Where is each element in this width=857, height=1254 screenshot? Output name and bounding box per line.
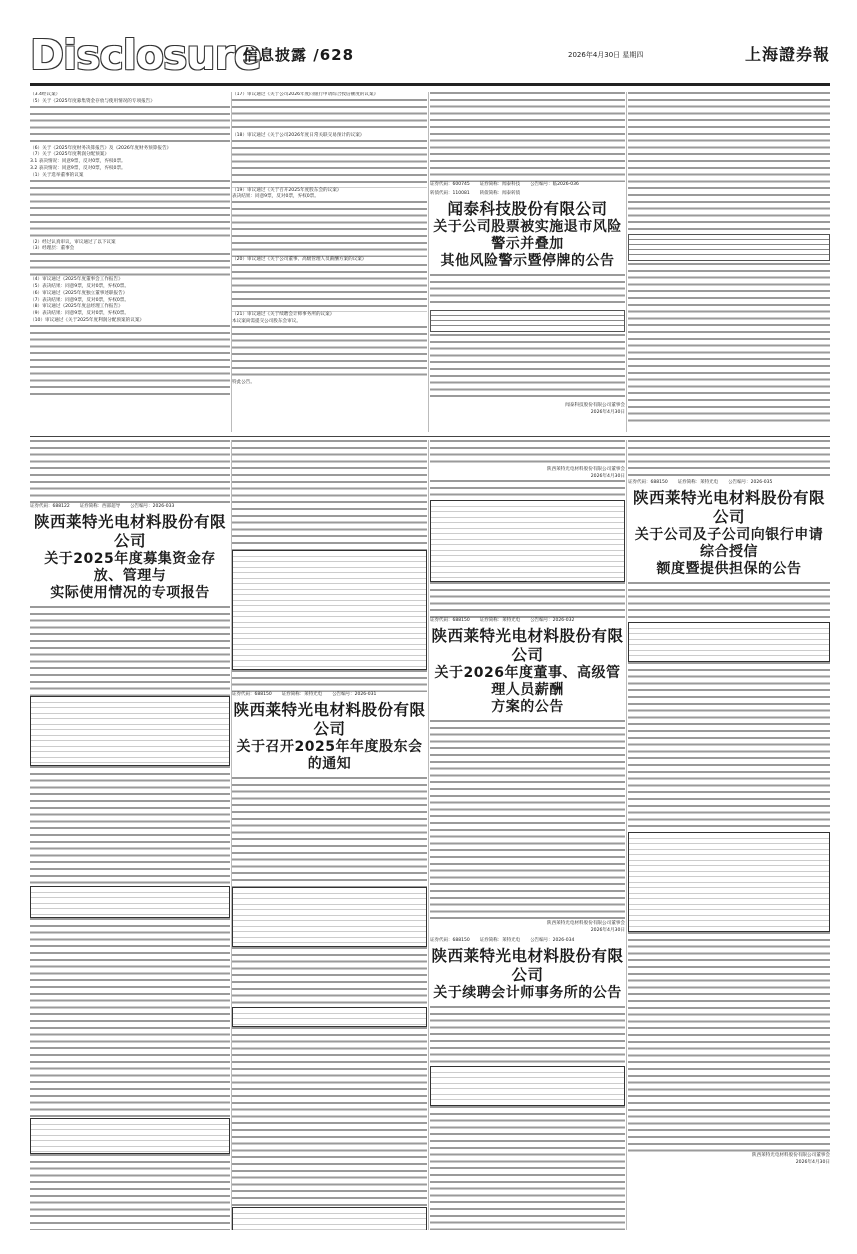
stock-code: 证券代码：688122 (30, 504, 70, 509)
notice-title: 陕西莱特光电材料股份有限公司 (233, 701, 426, 738)
issue-date: 2026年4月30日 星期四 (568, 51, 644, 59)
stock-code: 证券代码：688150 (430, 618, 470, 623)
stock-abbr: 证券简称：莱特光电 (677, 480, 719, 485)
body-text (30, 440, 230, 504)
masthead (30, 28, 830, 83)
notice-title: 陕西莱特光电材料股份有限公司 (431, 947, 624, 984)
body-text (232, 1027, 427, 1207)
column-divider (428, 92, 429, 432)
top-right-column (628, 92, 830, 432)
body-text (430, 720, 625, 920)
text-line: （8）审议通过《2025年度总经理工作报告》 (30, 304, 123, 310)
notice-number: 公告编号：2026-035 (728, 480, 773, 485)
data-table (628, 234, 830, 261)
subsidiary-table (628, 832, 830, 932)
notice-title: 陕西莱特光电材料股份有限公司 (632, 489, 825, 526)
signoff-date: 2026年4月30日 (590, 410, 625, 415)
body-text (30, 606, 230, 696)
fund-table (30, 696, 230, 766)
body-text (232, 440, 427, 550)
text-line: 3.1 表决情况：同意9票，反对0票，弃权0票。 (30, 159, 126, 165)
body-text (628, 582, 830, 622)
notice-title: 陕西莱特光电材料股份有限公司 (431, 627, 624, 664)
column-divider (626, 92, 627, 432)
notice-title: 闻泰科技股份有限公司 (447, 200, 608, 218)
stock-info (430, 938, 625, 944)
section-title: 信息披露 /628 (243, 46, 355, 64)
text-line: （3.4经议案） (30, 92, 61, 97)
fund-table (30, 886, 230, 918)
column-divider (428, 440, 429, 1230)
stock-info (628, 480, 830, 486)
body-text (430, 582, 625, 618)
text-line: （6）关于《2025年度财务决算报告》及《2026年度财务预算报告》 (30, 145, 172, 151)
text-line: （5）表决结果：同意9票，反对0票，弃权0票。 (30, 283, 129, 289)
fund-table (232, 550, 427, 670)
body-text (30, 766, 230, 886)
signoff: 陕西莱特光电材料股份有限公司董事会 (546, 467, 625, 472)
notice-title: 其他风险警示暨停牌的公告 (440, 253, 615, 269)
masthead-rule (30, 83, 830, 86)
notice-number: 公告编号：临2026-036 (530, 182, 579, 187)
notice-number: 公告编号：2026-033 (130, 504, 175, 509)
vote-table (430, 500, 625, 582)
body-text (30, 253, 230, 277)
notice-title: 关于召开2025年年度股东会的通知 (236, 739, 423, 772)
signoff: 陕西莱特光电材料股份有限公司董事会 (751, 1153, 830, 1158)
notice-number: 公告编号：2026-034 (530, 938, 575, 943)
credit-notice (628, 440, 830, 1230)
stock-abbr: 证券简称：莱特光电 (479, 618, 521, 623)
body-text (430, 92, 625, 182)
text-line: （19）审议通过《关于召开2025年度股东会的议案》 (232, 187, 342, 193)
body-text (628, 92, 830, 232)
text-line: （2）经过认真审议，审议通过了以下议案 (30, 239, 116, 245)
stock-abbr: 证券简称：莱特光电 (479, 938, 521, 943)
text-line: （6）审议通过《2025年度独立董事述职报告》 (30, 290, 128, 296)
text-line: 3.2 表决情况：同意9票，反对0票，弃权0票。 (30, 165, 126, 171)
bond-info (430, 191, 625, 197)
body-text (30, 325, 230, 395)
body-text (30, 180, 230, 240)
fund-table (30, 1118, 230, 1154)
text-line: （4）审议通过《2025年度董事会工作报告》 (30, 277, 123, 283)
signoff-date: 2026年4月30日 (590, 928, 625, 933)
paper-name: 上海證券報 (745, 45, 831, 64)
text-line: （18）审议通过《关于公司2026年度日常关联交易预计的议案》 (232, 132, 365, 138)
stock-code: 证券代码：600745 (430, 182, 470, 187)
top-mid-column (232, 92, 427, 432)
stock-code: 证券代码：688150 (430, 938, 470, 943)
text-line: 表决结果：同意9票，反对0票，弃权0票。 (232, 194, 319, 200)
stock-abbr: 证券简称：闻泰科技 (479, 182, 521, 187)
body-text (232, 140, 427, 188)
text-line: （7）表决结果：同意9票，反对0票，弃权0票。 (30, 297, 129, 303)
stock-code: 证券代码：688150 (628, 480, 668, 485)
body-text (30, 1154, 230, 1230)
body-text (30, 106, 230, 146)
text-line: （3）经理层：董事会 (30, 246, 75, 252)
notice-number: 公告编号：2026-031 (332, 692, 377, 697)
signoff: 闻泰科技股份有限公司董事会 (565, 403, 625, 408)
notice-title: 关于公司及子公司向银行申请综合授信 (634, 527, 824, 560)
auditor-table (430, 1066, 625, 1106)
text-line: （7）关于《2025年度利润分配预案》 (30, 152, 109, 158)
body-text (232, 326, 427, 380)
text-line: （21）审议通过《关于续聘会计师事务所的议案》 (232, 311, 335, 317)
notice-title: 关于续聘会计师事务所的公告 (433, 985, 622, 1001)
signoff: 陕西莱特光电材料股份有限公司董事会 (546, 921, 625, 926)
share-table (232, 1007, 427, 1027)
body-text (430, 274, 625, 308)
stock-code: 证券代码：688150 (232, 692, 272, 697)
column-divider (231, 440, 232, 1230)
body-text (430, 1106, 625, 1230)
text-line: （9）表决结果：同意9票，反对0票，弃权0票。 (30, 311, 129, 317)
body-text (430, 480, 625, 500)
body-text (628, 440, 830, 480)
body-text (232, 947, 427, 1007)
body-text (430, 440, 625, 466)
stock-info (430, 618, 625, 624)
column-divider (626, 440, 627, 1230)
notice-title: 实际使用情况的专项报告 (50, 585, 210, 601)
body-text (232, 670, 427, 692)
text-line: （20）审议通过《关于公司董事、高级管理人员薪酬方案的议案》 (232, 257, 367, 263)
body-text (232, 201, 427, 257)
body-text (628, 662, 830, 832)
fund-usage-notice (30, 440, 230, 1230)
bond-code: 转债代码：110081 (430, 191, 470, 196)
section-rule (30, 436, 830, 437)
body-text (430, 1006, 625, 1066)
signoff-date: 2026年4月30日 (795, 1160, 830, 1165)
notice-title: 额度暨提供担保的公告 (656, 561, 802, 577)
notice-title: 方案的公告 (491, 699, 564, 715)
stock-info (30, 504, 230, 510)
body-text (30, 918, 230, 1118)
text-line: （1）关于选举董事的议案 (30, 172, 84, 178)
notice-number: 公告编号：2026-032 (530, 618, 575, 623)
meeting-notice (232, 440, 427, 1230)
agenda-table (232, 887, 427, 947)
notice-title: 陕西莱特光电材料股份有限公司 (33, 513, 226, 550)
brand-logo: Disclosure (30, 31, 261, 79)
credit-table (628, 622, 830, 662)
body-text (628, 932, 830, 1152)
body-text (232, 99, 427, 133)
text-line: 特此公告。 (232, 379, 255, 385)
notice-title: 关于公司股票被实施退市风险警示并叠加 (433, 219, 622, 252)
text-line: （17）审议通过《关于公司2026年度向银行申请综合授信额度的议案》 (232, 92, 379, 97)
wingtech-notice (430, 92, 625, 432)
text-line: （10）审议通过《关于2025年度利润分配预案的议案》 (30, 317, 145, 323)
body-text (628, 263, 830, 423)
proxy-table (232, 1207, 427, 1230)
text-line: （5）关于《2025年度募集资金存放与使用情况的专项报告》 (30, 98, 155, 104)
body-text (232, 264, 427, 312)
body-text (232, 777, 427, 887)
notice-title: 关于2026年度董事、高级管理人员薪酬 (434, 665, 621, 698)
notice-title: 关于2025年度募集资金存放、管理与 (44, 551, 216, 584)
column-divider (231, 92, 232, 432)
stock-info (232, 692, 427, 698)
text-line: 本议案尚需提交公司股东会审议。 (232, 318, 301, 324)
pay-and-audit-notices (430, 440, 625, 1230)
signoff-date: 2026年4月30日 (590, 474, 625, 479)
bond-abbr: 转债简称：闻泰转债 (479, 191, 521, 196)
stock-abbr: 证券简称：西部超导 (79, 504, 121, 509)
top-left-column (30, 92, 230, 432)
body-text (430, 334, 625, 402)
stock-table (430, 310, 625, 332)
stock-abbr: 证券简称：莱特光电 (281, 692, 323, 697)
stock-info (430, 182, 625, 188)
